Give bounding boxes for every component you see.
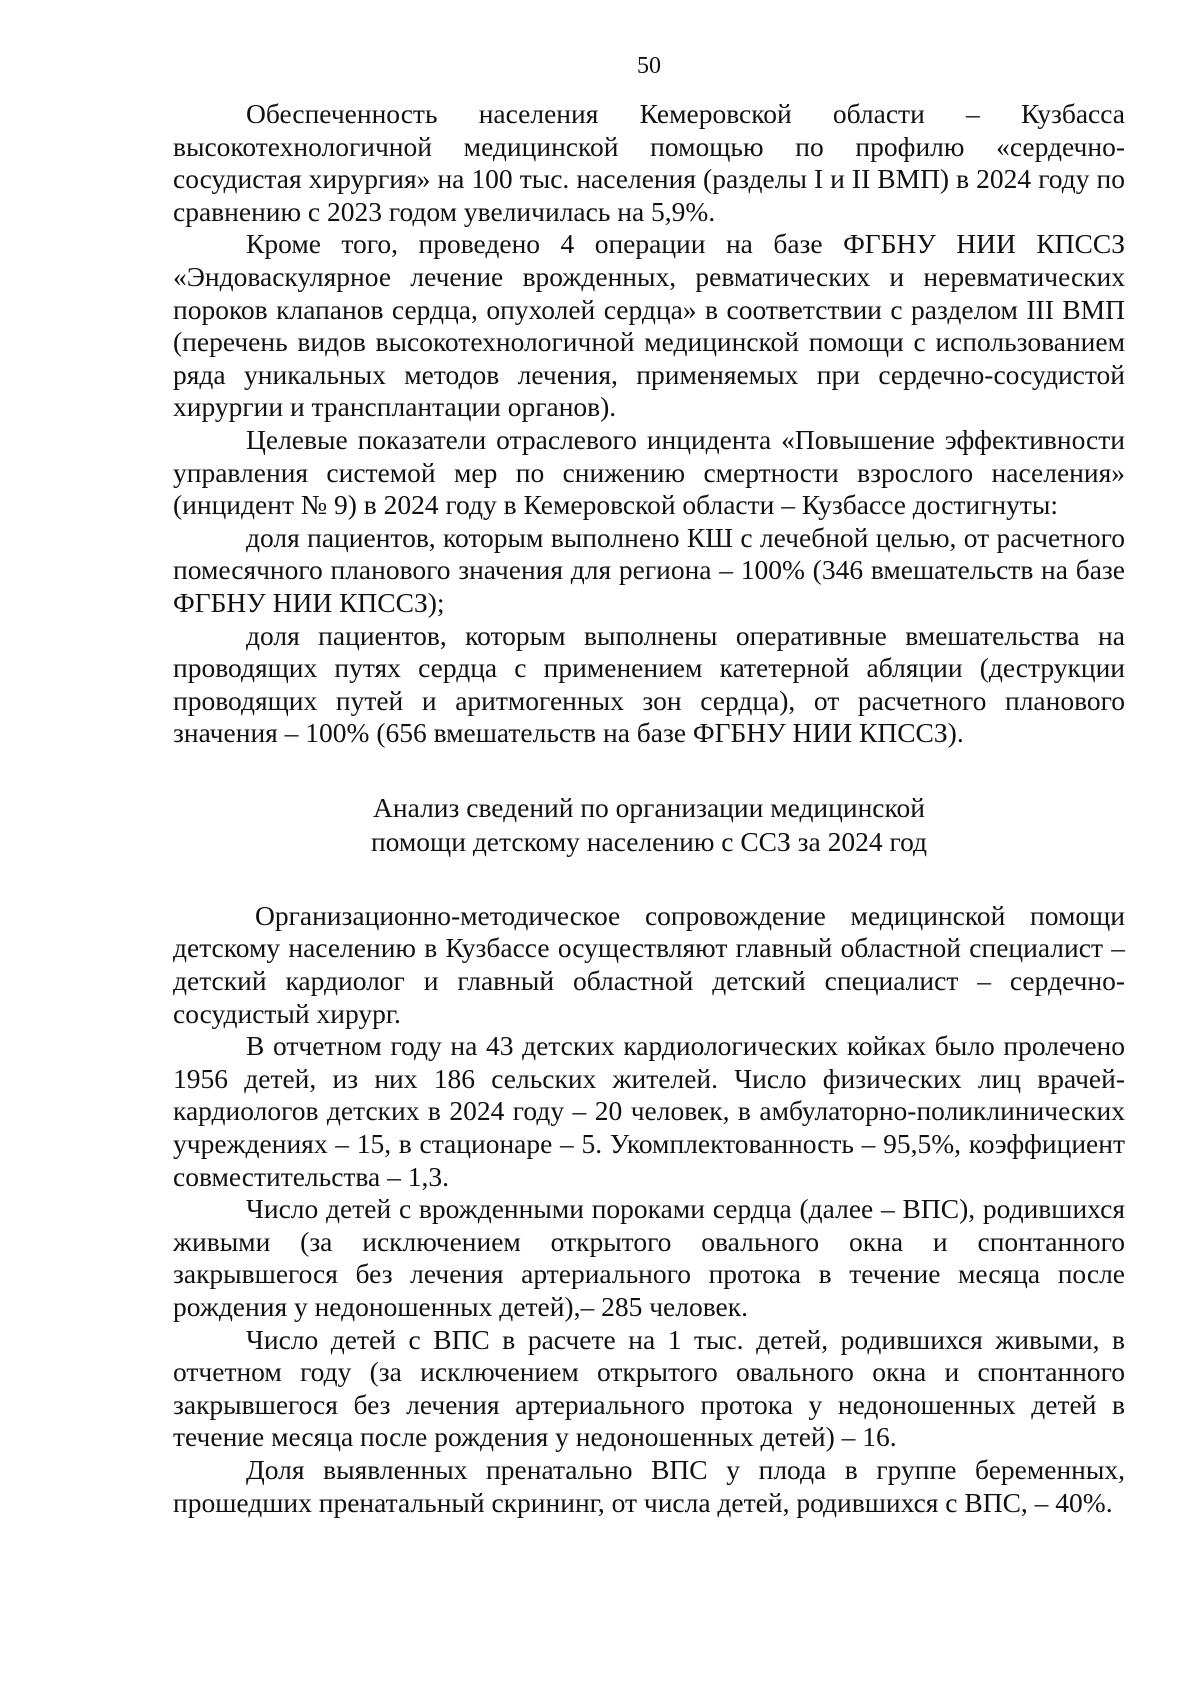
paragraph-additional-operations: Кроме того, проведено 4 операции на базе ФГБНУ НИИ КПССЗ «Эндоваскулярное лечение врожденных, ревматических и неревматических пороков клапанов сердца, опухолей сердца» в соответствии с разделом III ВМП (перечень видов высокотехнологичной медицинской помощи с использованием ряда уникальных методов лечения, применяемых при сердечно-сосудистой хирургии и трансплантации органов). bbox=[173, 228, 1125, 423]
section-heading bbox=[173, 791, 1125, 859]
paragraph-chd-count: Число детей с врожденными пороками сердца (далее – ВПС), родившихся живыми (за исключением открытого овального окна и спонтанного закрывшегося без лечения артериального протока в течение месяца после рождения у недоношенных детей),– 285 человек. bbox=[173, 1193, 1125, 1322]
section-heading-line-2: помощи детскому населению с ССЗ за 2024 год bbox=[370, 825, 928, 857]
document-page bbox=[173, 52, 1125, 1519]
paragraph-cardiology-beds: В отчетном году на 43 детских кардиологических койках было пролечено 1956 детей, из них 186 сельских жителей. Число физических лиц врачей-кардиологов детских в 2024 году – 20 человек, в амбулаторно-поликлинических учреждениях – 15, в стационаре – 5. Укомплектованность – 95,5%, коэффициент совместительства – 1,3. bbox=[173, 1030, 1125, 1192]
paragraph-prenatal-detection: Доля выявленных пренатально ВПС у плода в группе беременных, прошедших пренатальный скрининг, от числа детей, родившихся с ВПС, – 40%. bbox=[173, 1453, 1125, 1518]
paragraph-chd-rate: Число детей с ВПС в расчете на 1 тыс. детей, родившихся живыми, в отчетном году (за исключением открытого овального окна и спонтанного закрывшегося без лечения артериального протока у недоношенных детей в течение месяца после рождения у недоношенных детей) – 16. bbox=[173, 1323, 1125, 1453]
paragraph-hmp-provision: Обеспеченность населения Кемеровской области – Кузбасса высокотехнологичной медицинской помощью по профилю «сердечно-сосудистая хирургия» на 100 тыс. населения (разделы I и II ВМП) в 2024 году по сравнению с 2023 годом увеличилась на 5,9%. bbox=[173, 98, 1125, 227]
page-number: 50 bbox=[637, 53, 661, 79]
paragraph-cabg-share: доля пациентов, которым выполнено КШ с лечебной целью, от расчетного помесячного планового значения для региона – 100% (346 вмешательств на базе ФГБНУ НИИ КПССЗ); bbox=[173, 521, 1125, 618]
paragraph-ablation-share: доля пациентов, которым выполнены оперативные вмешательства на проводящих путях сердца с применением катетерной абляции (деструкции проводящих путей и аритмогенных зон сердца), от расчетного планового значения – 100% (656 вмешательств на базе ФГБНУ НИИ КПССЗ). bbox=[173, 619, 1125, 749]
paragraph-target-indicators: Целевые показатели отраслевого инцидента «Повышение эффективности управления системой мер по снижению смертности взрослого населения» (инцидент № 9) в 2024 году в Кемеровской области – Кузбассе достигнуты: bbox=[173, 423, 1125, 521]
paragraph-organizational-support: Организационно-методическое сопровождение медицинской помощи детскому населению в Кузбассе осуществляют главный областной специалист – детский кардиолог и главный областной детский специалист – сердечно-сосудистый хирург. bbox=[173, 899, 1125, 1029]
section-heading-line-1: Анализ сведений по организации медицинской bbox=[373, 791, 925, 823]
